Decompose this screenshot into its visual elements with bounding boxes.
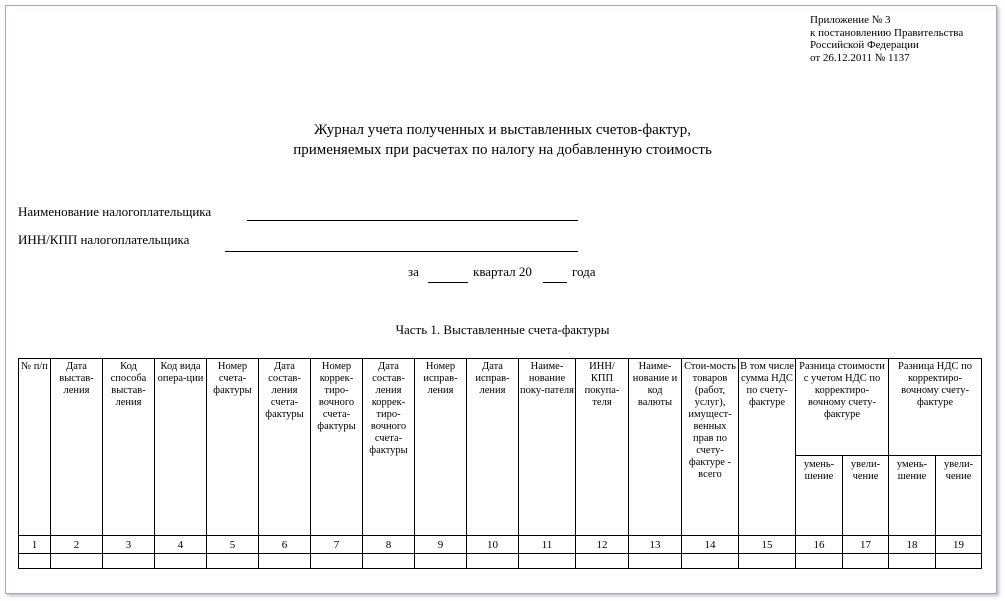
column-header: Наиме-нование и код валюты xyxy=(629,359,682,536)
column-number: 6 xyxy=(259,536,311,554)
column-number: 10 xyxy=(467,536,519,554)
column-number: 12 xyxy=(576,536,629,554)
table-cell[interactable] xyxy=(576,554,629,569)
table-cell[interactable] xyxy=(519,554,576,569)
appendix-line: к постановлению Правительства xyxy=(810,26,964,39)
column-number: 15 xyxy=(739,536,796,554)
column-number: 5 xyxy=(207,536,259,554)
appendix-note xyxy=(810,14,963,64)
year-line[interactable] xyxy=(543,282,567,283)
appendix-line: Приложение № 3 xyxy=(810,14,891,26)
column-header: Дата состав-ления коррек-тиро-вочного счета-фактуры xyxy=(363,359,415,536)
table-cell[interactable] xyxy=(889,554,936,569)
table-cell[interactable] xyxy=(936,554,982,569)
column-header: Дата исправ-ления xyxy=(467,359,519,536)
column-number: 11 xyxy=(519,536,576,554)
subheader-decrease: умень-шение xyxy=(796,456,843,536)
table-cell[interactable] xyxy=(51,554,103,569)
column-header: Номер счета-фактуры xyxy=(207,359,259,536)
column-number: 13 xyxy=(629,536,682,554)
column-number: 9 xyxy=(415,536,467,554)
column-number: 1 xyxy=(19,536,51,554)
subheader-decrease: умень-шение xyxy=(889,456,936,536)
table-cell[interactable] xyxy=(796,554,843,569)
table-cell[interactable] xyxy=(19,554,51,569)
document-title xyxy=(0,120,1005,160)
taxpayer-name-label: Наименование налогоплательщика xyxy=(18,204,212,219)
table-cell[interactable] xyxy=(207,554,259,569)
column-header: Дата выстав-ления xyxy=(51,359,103,536)
table-cell[interactable] xyxy=(155,554,207,569)
group-header-vat-difference: Разница НДС по корректиро-вочному счету-фактуре xyxy=(889,359,982,456)
appendix-line: от 26.12.2011 № 1137 xyxy=(810,51,910,64)
title-line-1: Журнал учета полученных и выставленных счетов-фактур, xyxy=(314,122,691,138)
quarter-line[interactable] xyxy=(428,282,468,283)
column-header: Стои-мость товаров (работ, услуг), имущест-венных прав по счету-фактуре - всего xyxy=(682,359,739,536)
invoice-journal-table xyxy=(18,358,982,569)
table-cell[interactable] xyxy=(415,554,467,569)
column-number: 16 xyxy=(796,536,843,554)
column-number-row xyxy=(19,536,982,554)
title-line-2: применяемых при расчетах по налогу на добавленную стоимость xyxy=(293,142,712,158)
subheader-increase: увели-чение xyxy=(843,456,889,536)
table-cell[interactable] xyxy=(467,554,519,569)
table-cell[interactable] xyxy=(259,554,311,569)
table-cell[interactable] xyxy=(739,554,796,569)
period-quarter: квартал 20 xyxy=(473,264,532,279)
column-number: 8 xyxy=(363,536,415,554)
column-header: № п/п xyxy=(19,359,51,536)
column-number: 19 xyxy=(936,536,982,554)
column-header: Номер коррек-тиро-вочного счета-фактуры xyxy=(311,359,363,536)
table-header-row xyxy=(19,359,982,456)
column-header: Наиме-нование поку-пателя xyxy=(519,359,576,536)
column-header: Код вида опера-ции xyxy=(155,359,207,536)
column-number: 2 xyxy=(51,536,103,554)
table-cell[interactable] xyxy=(629,554,682,569)
column-number: 3 xyxy=(103,536,155,554)
period-year: года xyxy=(572,264,596,279)
table-cell[interactable] xyxy=(363,554,415,569)
table-cell[interactable] xyxy=(682,554,739,569)
period-prefix: за xyxy=(408,264,419,279)
column-number: 14 xyxy=(682,536,739,554)
column-header: Дата состав-ления счета-фактуры xyxy=(259,359,311,536)
table-cell[interactable] xyxy=(843,554,889,569)
table-cell[interactable] xyxy=(311,554,363,569)
subheader-increase: увели-чение xyxy=(936,456,982,536)
table-cell[interactable] xyxy=(103,554,155,569)
column-header: В том числе сумма НДС по счету-фактуре xyxy=(739,359,796,536)
column-number: 4 xyxy=(155,536,207,554)
column-number: 7 xyxy=(311,536,363,554)
taxpayer-name-line[interactable] xyxy=(247,220,578,221)
column-header: Номер исправ-ления xyxy=(415,359,467,536)
part-title: Часть 1. Выставленные счета-фактуры xyxy=(395,322,610,337)
taxpayer-inn-label: ИНН/КПП налогоплательщика xyxy=(18,232,190,247)
appendix-line: Российской Федерации xyxy=(810,39,919,51)
taxpayer-inn-line[interactable] xyxy=(225,251,578,252)
table-row xyxy=(19,554,982,569)
group-header-cost-difference: Разница стоимости с учетом НДС по корректиро-вочному счету-фактуре xyxy=(796,359,889,456)
column-number: 18 xyxy=(889,536,936,554)
column-header: Код способа выстав-ления xyxy=(103,359,155,536)
column-header: ИНН/ КПП покупа-теля xyxy=(576,359,629,536)
column-number: 17 xyxy=(843,536,889,554)
